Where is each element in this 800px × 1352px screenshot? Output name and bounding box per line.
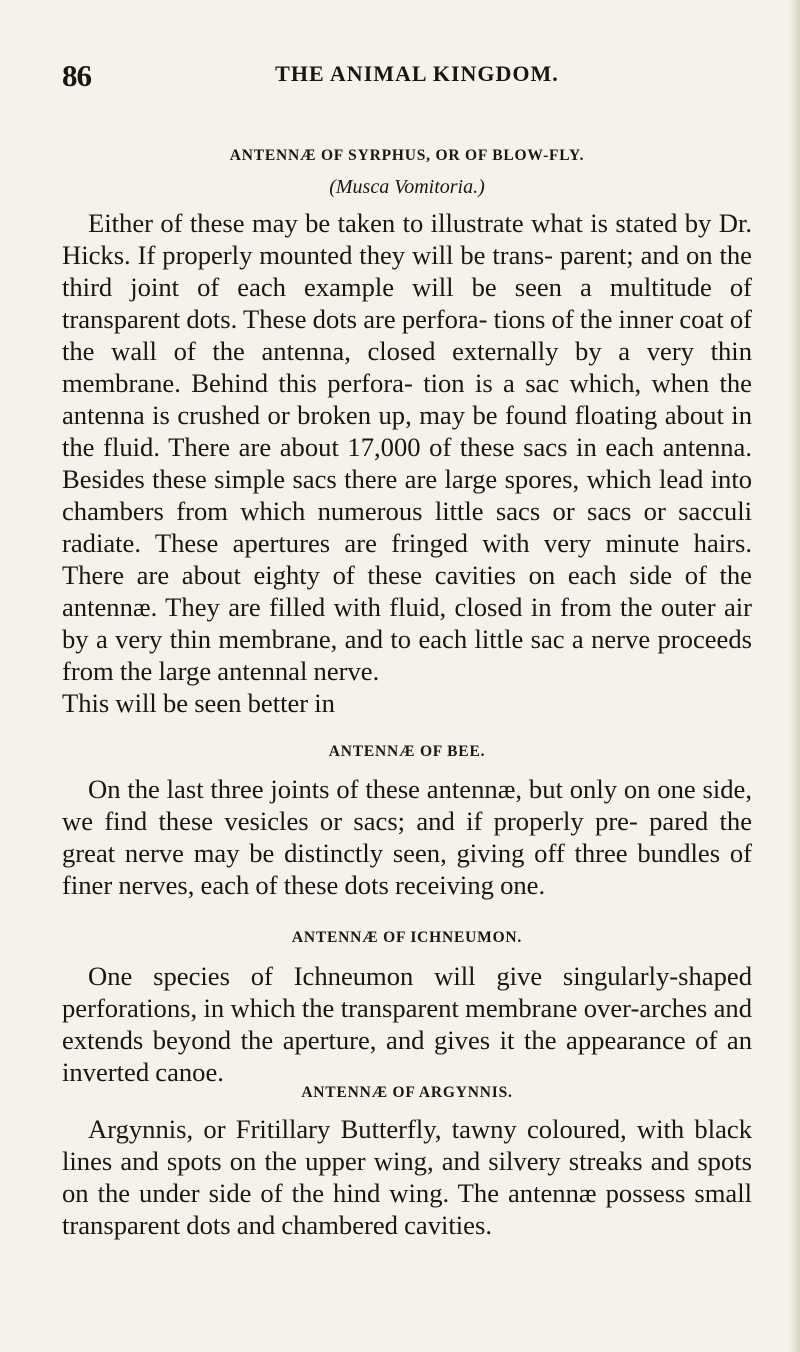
page-header [62, 58, 752, 98]
section-heading-argynnis: ANTENNÆ OF ARGYNNIS. [301, 1084, 513, 1101]
section-heading-ichneumon: ANTENNÆ OF ICHNEUMON. [291, 929, 523, 946]
paragraph-transition: This will be seen better in [62, 688, 335, 718]
page-edge [790, 0, 800, 1352]
paragraph-bee: On the last three joints of these antennæ, but only on one side, we find these vesicles or sacs; and if properly pre- pared the great nerve may be distinctly seen, giving off three bundles of finer nerves, each of these dots receiving one. [62, 774, 752, 900]
section-subheading-musca: (Musca Vomitoria.) [329, 176, 485, 198]
section-heading-bee: ANTENNÆ OF BEE. [328, 743, 486, 760]
running-title: THE ANIMAL KINGDOM. [275, 61, 559, 86]
paragraph-blow-fly: Either of these may be taken to illustrate what is stated by Dr. Hicks. If properly mounted they will be trans- parent; and on the third joint of each example will be seen a multitude of transparent dots. These dots are perfora- tions of the inner coat of the wall of the antenna, closed externally by a very thin membrane. Behind this perfora- tion is a sac which, when the antenna is crushed or broken up, may be found floating about in the fluid. There are about 17,000 of these sacs in each antenna. Besides these simple sacs there are large spores, which lead into chambers from which numerous little sacs or sacs or sacculi radiate. These apertures are fringed with very minute hairs. There are about eighty of these cavities on each side of the antennæ. They are filled with fluid, closed in from the outer air by a very thin membrane, and to each little sac a nerve proceeds from the large antennal nerve. [62, 208, 752, 686]
page-number: 86 [62, 58, 91, 93]
paragraph-argynnis: Argynnis, or Fritillary Butterfly, tawny coloured, with black lines and spots on the upper wing, and silvery streaks and spots on the under side of the hind wing. The antennæ possess small transparent dots and chambered cavities. [62, 1114, 752, 1240]
paragraph-ichneumon: One species of Ichneumon will give singularly-shaped perforations, in which the transparent membrane over-arches and extends beyond the aperture, and gives it the appearance of an inverted canoe. [62, 961, 752, 1087]
section-heading-blow-fly: ANTENNÆ OF SYRPHUS, OR OF BLOW-FLY. [229, 147, 585, 164]
